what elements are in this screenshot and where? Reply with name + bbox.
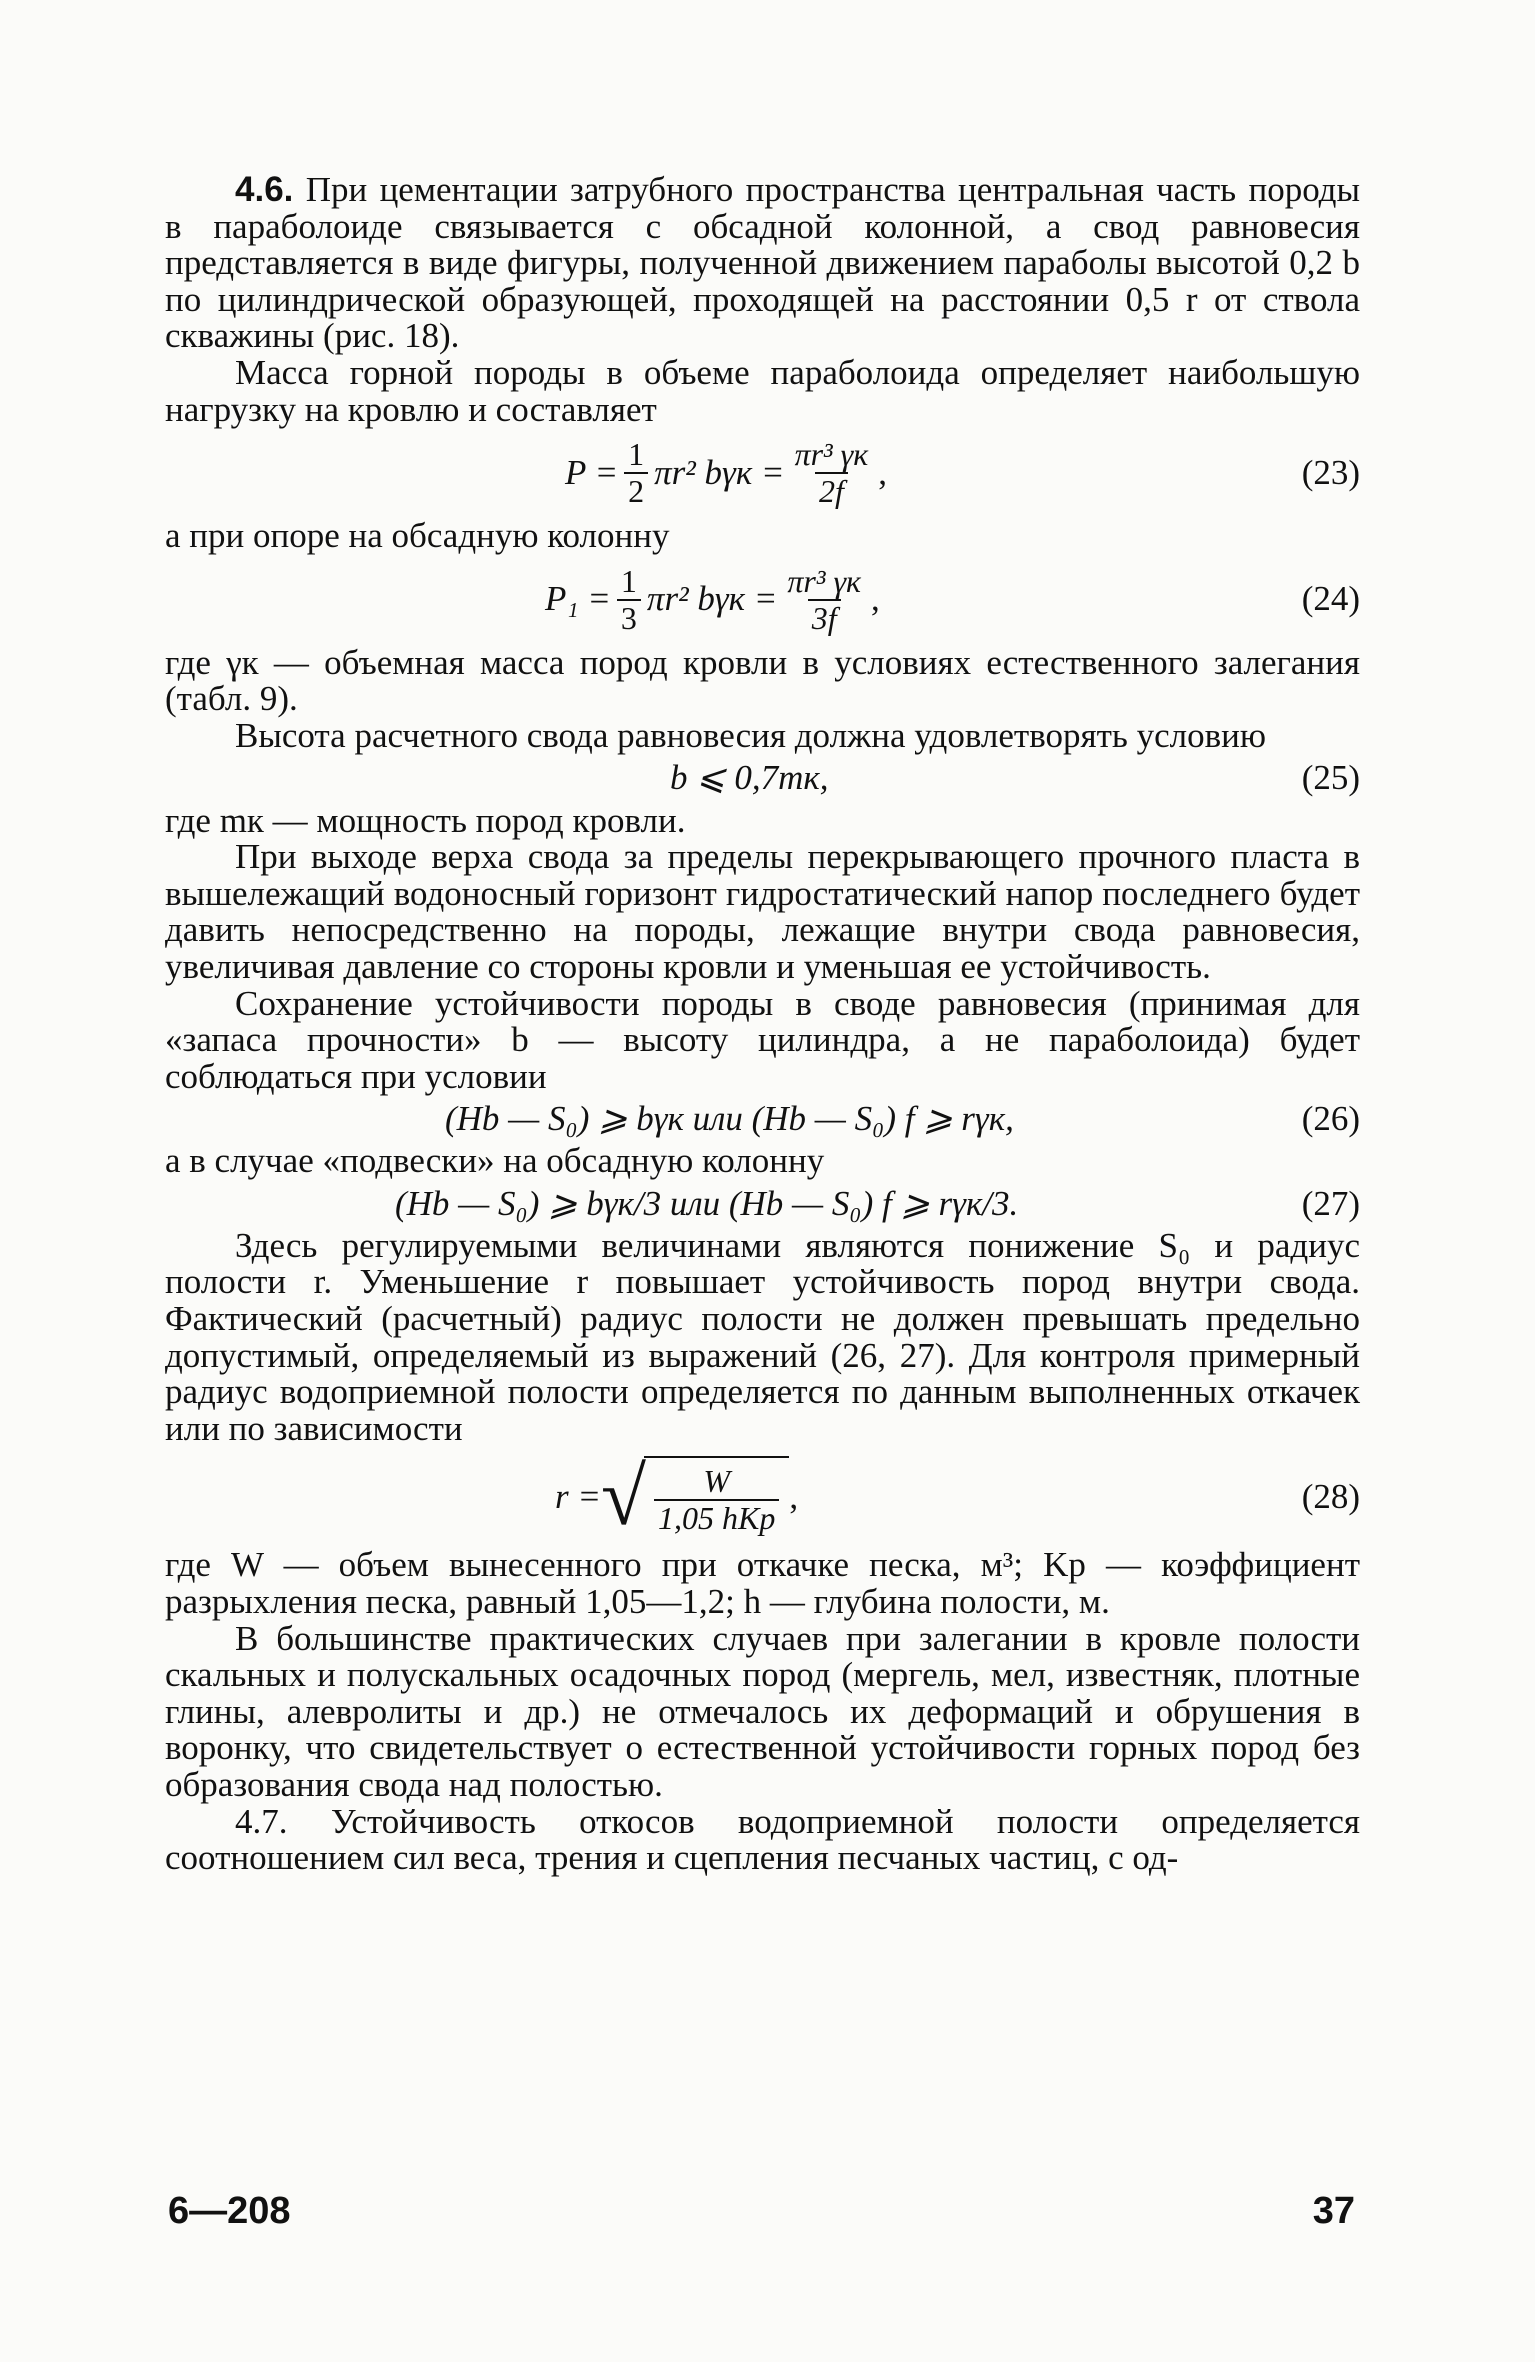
paragraph: При выходе верха свода за пределы перекрывающего прочного пласта в вышележащий водоносный горизонт гидростатический напор последнего будет давить непосредственно на породы, лежащие внутри свода равновесия, увеличивая давление со стороны кровли и уменьшая ее устойчивость.	[165, 837, 1360, 986]
formula-23	[165, 428, 1360, 518]
paragraph: где mк — мощность пород кровли.	[165, 800, 686, 840]
paragraph-4-6	[165, 172, 1360, 355]
fraction: $\frac{1}{3}$	[617, 564, 641, 636]
paragraph: В большинстве практических случаев при залегании в кровле полости скальных и полускальных осадочных пород (мергель, мел, известняк, плотные глины, алевролиты и др.) не отмечалось их деформаций и обрушения в воронку, что свидетельствует о естественной устойчивости горных пород без образования свода над полостью.	[165, 1618, 1360, 1804]
equation-number: (25)	[1301, 758, 1360, 798]
section-number: 4.6.	[235, 170, 294, 209]
formula-25	[165, 755, 1360, 803]
paragraph: где γк — объемная масса пород кровли в условиях естественного залегания (табл. 9).	[165, 642, 1360, 719]
paragraph: Сохранение устойчивости породы в своде равновесия (принимая для «запаса прочности» b — высоту цилиндра, а не параболоида) будет соблюдаться при условии	[165, 983, 1360, 1096]
section-number: 4.7.	[235, 1801, 288, 1841]
equation-number: (24)	[1301, 579, 1360, 619]
formula-lhs: P₁ =	[545, 579, 611, 619]
fraction: $\frac{\text{πr³ γк}}{2f}$	[794, 435, 869, 510]
fraction: $\frac{W}{\text{1,05 hKр}}$	[654, 1464, 779, 1536]
formula-expression: (Hb — S₀) ⩾ bγк/3 или (Hb — S₀) f ⩾ rγк/3.	[395, 1183, 1019, 1223]
signature-mark: 6—208	[168, 2190, 291, 2232]
paragraph-4-7	[165, 1801, 1361, 1878]
formula-tail: ,	[878, 452, 887, 492]
formula-tail: ,	[871, 579, 880, 619]
equation-number: (28)	[1301, 1477, 1360, 1517]
formula-lhs: r =	[555, 1477, 601, 1517]
paragraph-text: При цементации затрубного пространства центральная часть породы в параболоиде связывается с обсадной колонной, а свод равновесия представляется в виде фигуры, полученной движением параболы высотой 0,2 b по цилиндрической образующей, проходящей на расстоянии 0,5 r от ствола скважины (рис. 18).	[165, 170, 1361, 356]
fraction: $\frac{1}{2}$	[624, 437, 648, 509]
formula-tail: ,	[789, 1477, 799, 1517]
formula-expression: b ⩽ 0,7mк,	[670, 758, 829, 798]
formula-26	[165, 1095, 1360, 1143]
paragraph: а при опоре на обсадную колонну	[165, 516, 670, 556]
radical-sign: √	[601, 1451, 647, 1543]
paragraph-text: Устойчивость откосов водоприемной полости определяется соотношением сил веса, трения и сцепления песчаных частиц, с од-	[165, 1801, 1361, 1878]
equation-number: (27)	[1301, 1183, 1360, 1223]
formula-27	[165, 1180, 1360, 1228]
formula-28	[165, 1447, 1360, 1547]
formula-middle: πr² bγк =	[654, 452, 785, 492]
formula-expression: (Hb — S₀) ⩾ bγк или (Hb — S₀) f ⩾ rγк,	[445, 1098, 1014, 1138]
paragraph: Масса горной породы в объеме параболоида определяет наибольшую нагрузку на кровлю и составляет	[165, 352, 1360, 429]
formula-24	[165, 555, 1360, 645]
equation-number: (26)	[1301, 1098, 1360, 1138]
page-number: 37	[1312, 2190, 1355, 2232]
paragraph: Высота расчетного свода равновесия должна удовлетворять условию	[235, 715, 1267, 755]
equation-number: (23)	[1301, 452, 1360, 492]
paragraph: Здесь регулируемыми величинами являются понижение S₀ и радиус полости r. Уменьшение r повышает устойчивость пород внутри свода. Фактический (расчетный) радиус полости не должен превышать предельно допустимый, определяемый из выражений (26, 27). Для контроля примерный радиус водоприемной полости определяется по данным выполненных откачек или по зависимости	[165, 1225, 1360, 1448]
body-text	[165, 172, 1360, 1877]
paragraph: а в случае «подвески» на обсадную колонну	[165, 1141, 825, 1181]
formula-lhs: P =	[565, 452, 619, 492]
square-root	[601, 1451, 789, 1543]
formula-middle: πr² bγк =	[646, 579, 778, 619]
fraction: $\frac{\text{πr³ γк}}{3f}$	[787, 562, 862, 636]
paragraph: где W — объем вынесенного при откачке песка, м³; Kр — коэффициент разрыхления песка, равный 1,05—1,2; h — глубина полости, м.	[165, 1545, 1360, 1622]
